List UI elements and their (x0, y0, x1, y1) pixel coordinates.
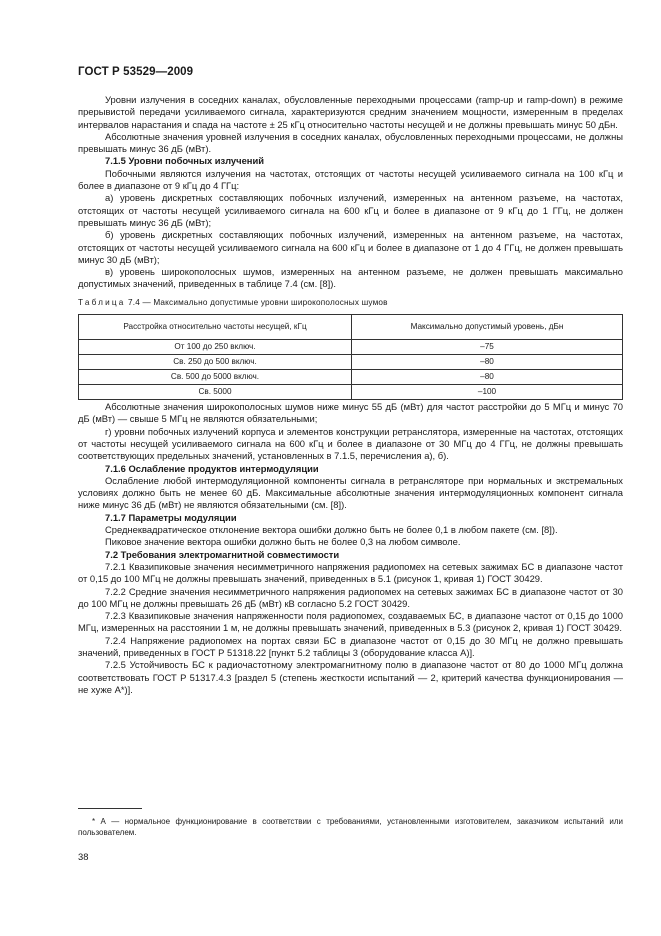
table-row (79, 355, 623, 370)
paragraph: Абсолютные значения уровней излучения в соседних каналах, обусловленных переходными процессами, не должны превышать минус 36 дБ (мВт). (78, 130, 623, 155)
table-row (79, 385, 623, 400)
list-item-b: б) уровень дискретных составляющих побочных излучений, измеренных на антенном разъеме, на частотах, отстоящих от частоты несущей усиливаемого сигнала на 600 кГц и более в диапазоне от 1 до 4 ГГц, не должен превышать минус 30 дБ (мВт); (78, 229, 623, 265)
paragraph: Ослабление любой интермодуляционной компоненты сигнала в ретрансляторе при нормальных и экстремальных условиях должно быть не менее 60 дБ. Максимальные абсолютные значения интермодуляционных компонент сигнала ниже минус 36 дБ (мВт) не являются обязательными (см. [8]). (78, 474, 623, 511)
table-row (79, 340, 623, 355)
clause-7-2-3: 7.2.3 Квазипиковые значения напряженности поля радиопомех, создаваемых БС, в диапазоне частот от 0,15 до 1000 МГц, измеренных на расстоянии 1 м, не должны превышать значений, приведенных в 5.3 (рисунок 2, кривая 1) ГОСТ 30429. (78, 610, 623, 634)
table-caption-label: Таблица (78, 297, 126, 307)
paragraph: Побочными являются излучения на частотах, отстоящих от частоты несущей усиливаемого сигнала на 100 кГц и более в диапазоне от 9 кГц до 4 ГГц: (78, 167, 623, 192)
table-row (79, 370, 623, 385)
paragraph: Уровни излучения в соседних каналах, обусловленные переходными процессами (ramp-up и ramp-down) в режиме прерывистой передачи усиливаемого сигнала, характеризуются средним значением мощности, измеренным в пределах интервалов нарастания и спада на частоте ± 25 кГц относительно частоты несущей и не должны превышать минус 50 дБн. (78, 94, 623, 130)
table-cell: Св. 500 до 5000 включ. (79, 370, 352, 385)
paragraph: Абсолютные значения широкополосных шумов ниже минус 55 дБ (мВт) для частот расстройки до 5 МГц и минус 70 дБ (мВт) — свыше 5 МГц не являются обязательными; (78, 401, 623, 425)
table-header-row (79, 315, 623, 340)
noise-levels-table (78, 314, 623, 400)
paragraph: Пиковое значение вектора ошибки должно быть не более 0,3 на любом символе. (105, 536, 461, 548)
section-heading-7-1-6: 7.1.6 Ослабление продуктов интермодуляции (105, 462, 319, 474)
table-caption (78, 297, 623, 309)
table-caption-text: 7.4 — Максимально допустимые уровни широкополосных шумов (128, 297, 388, 307)
section-heading-7-2: 7.2 Требования электромагнитной совместимости (105, 548, 340, 560)
table-cell: –100 (352, 385, 623, 400)
clause-7-2-5: 7.2.5 Устойчивость БС к радиочастотному электромагнитному полю в диапазоне частот от 80 до 1000 МГц должна соответствовать ГОСТ Р 51317.4.3 [раздел 5 (степень жесткости испытаний — 2, критерий качества функционирования — не хуже А*)]. (78, 659, 623, 695)
page-header-title: ГОСТ Р 53529—2009 (78, 66, 194, 78)
document-body (78, 94, 623, 696)
section-heading-7-1-7: 7.1.7 Параметры модуляции (105, 511, 237, 523)
table-cell: –80 (352, 355, 623, 370)
table-cell: От 100 до 250 включ. (79, 340, 352, 355)
table-cell: Св. 5000 (79, 385, 352, 400)
paragraph: Среднеквадратическое отклонение вектора ошибки должно быть не более 0,1 в любом пакете (см. [8]). (105, 524, 558, 536)
section-heading-7-1-5: 7.1.5 Уровни побочных излучений (105, 155, 264, 167)
clause-7-2-2: 7.2.2 Средние значения несимметричного напряжения радиопомех на сетевых зажимах БС в диапазоне частот от 30 до 100 МГц не должны превышать 26 дБ (мВт) кВ согласно 5.2 ГОСТ 30429. (78, 585, 623, 609)
column-header-detuning: Расстройка относительно частоты несущей, кГц (79, 315, 352, 340)
table-cell: Св. 250 до 500 включ. (79, 355, 352, 370)
footnote: * А — нормальное функционирование в соответствии с требованиями, установленными изготовителем, заказчиком испытаний или пользователем. (78, 817, 623, 837)
clause-7-2-1: 7.2.1 Квазипиковые значения несимметричного напряжения радиопомех на сетевых зажимах БС в диапазоне частот от 0,15 до 100 МГц не должны превышать значений, приведенных в 5.1 (рисунок 1, кривая 1) ГОСТ 30429. (78, 560, 623, 585)
table-cell: –80 (352, 370, 623, 385)
column-header-max-level: Максимально допустимый уровень, дБн (352, 315, 623, 340)
table-cell: –75 (352, 340, 623, 355)
page-number: 38 (78, 851, 89, 862)
list-item-a: а) уровень дискретных составляющих побочных излучений, измеренных на антенном разъеме, на частотах, отстоящих от частоты несущей усиливаемого сигнала на 600 кГц и более в диапазоне от 9 кГц до 1 ГГц, не должен превышать минус 36 дБ (мВт); (78, 192, 623, 228)
list-item-g: г) уровни побочных излучений корпуса и элементов конструкции ретранслятора, измеренные на частотах, отстоящих от частоты несущей усиливаемого сигнала на 600 кГц и более в диапазоне от 30 МГц до 4 ГГц, не должны превышать соответствующих предельных значений, установленных в 7.1.5, перечисления а), б). (78, 425, 623, 462)
clause-7-2-4: 7.2.4 Напряжение радиопомех на портах связи БС в диапазоне частот от 0,15 до 30 МГц не должно превышать значений, приведенных в ГОСТ Р 51318.22 [пункт 5.2 таблицы 3 (оборудование класса А)]. (78, 634, 623, 658)
list-item-v: в) уровень широкополосных шумов, измеренных на антенном разъеме, не должен превышать максимально допустимых значений, приведенных в таблице 7.4 (см. [8]). (78, 266, 623, 290)
footnote-separator (78, 808, 142, 809)
